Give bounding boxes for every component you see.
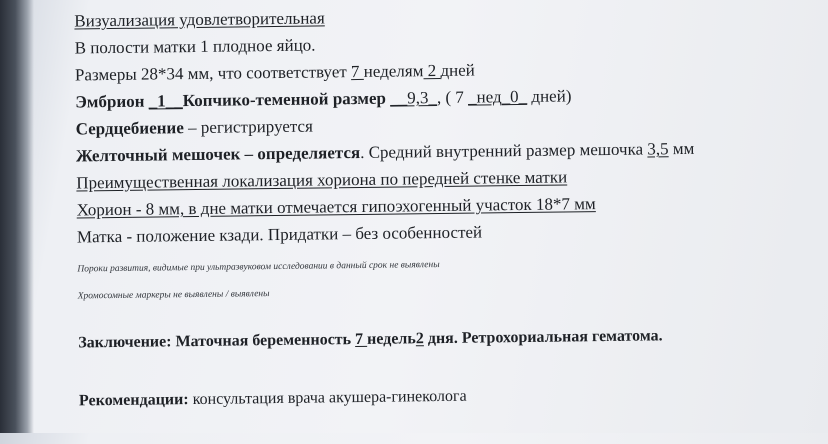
chorion-location-line: Преимущественная локализация хориона по передней стенке матки (76, 167, 568, 193)
heartbeat-line (76, 117, 313, 140)
crl-days: _0_ (501, 86, 528, 107)
heartbeat-label: Сердцебиение (75, 118, 184, 139)
recommendation-line (79, 388, 467, 411)
yolk-sac-size: 3,5 (647, 139, 669, 159)
crl-label: Копчико-теменной размер (182, 88, 391, 111)
size-days-label: дней (440, 60, 475, 80)
markers-line: Хромосомные маркеры не выявлены / выявлены (77, 289, 270, 302)
yolk-sac-label: Желточный мешочек – определяется (75, 142, 361, 166)
cavity-line: В полости матки 1 плодное яйцо. (74, 35, 316, 58)
conclusion-line (78, 327, 663, 352)
embryo-count: _1__ (148, 91, 183, 111)
size-line (75, 61, 475, 86)
conclusion-rest: дня. Ретрохориальная гематома. (423, 327, 663, 348)
size-days: 2 (423, 60, 441, 81)
embryo-line (75, 86, 571, 112)
size-prefix: Размеры 28*34 мм, что соответствует (74, 62, 352, 85)
crl-value: __9,3_ (390, 88, 437, 108)
background-edge (0, 0, 34, 433)
conclusion-weeks-label: недель (366, 330, 416, 348)
size-weeks-label: неделям (363, 61, 424, 81)
yolk-sac-text: . Средний внутренний размер мешочка (360, 139, 648, 162)
visualization-line: Визуализация удовлетворительная (74, 8, 325, 31)
crl-tail-close: дней) (527, 86, 572, 106)
embryo-label: Эмбрион (75, 91, 149, 112)
yolk-sac-unit: мм (668, 138, 695, 159)
malformations-line: Пороки развития, видимые при ультразвуковом исследовании в данный срок не выявлены (77, 260, 440, 275)
conclusion-label: Заключение: Маточная беременность (78, 331, 356, 352)
yolk-sac-line (76, 139, 695, 167)
size-weeks: 7 (350, 61, 364, 82)
ultrasound-report-sheet (30, 0, 828, 444)
heartbeat-value: – регистрируется (183, 116, 313, 138)
conclusion-weeks: 7 (354, 330, 368, 349)
chorion-line: Хорион - 8 мм, в дне матки отмечается гипоэхогенный участок 18*7 мм (76, 194, 596, 220)
conclusion-days: 2 (415, 330, 424, 348)
crl-weeks: _нед (467, 87, 502, 107)
uterus-line: Матка - положение кзади. Придатки – без особенностей (76, 222, 483, 247)
recommendation-text: консультация врача акушера-гинеколога (188, 387, 467, 409)
recommendation-label: Рекомендации: (78, 391, 189, 410)
crl-tail-open: , ( 7 (436, 87, 469, 108)
